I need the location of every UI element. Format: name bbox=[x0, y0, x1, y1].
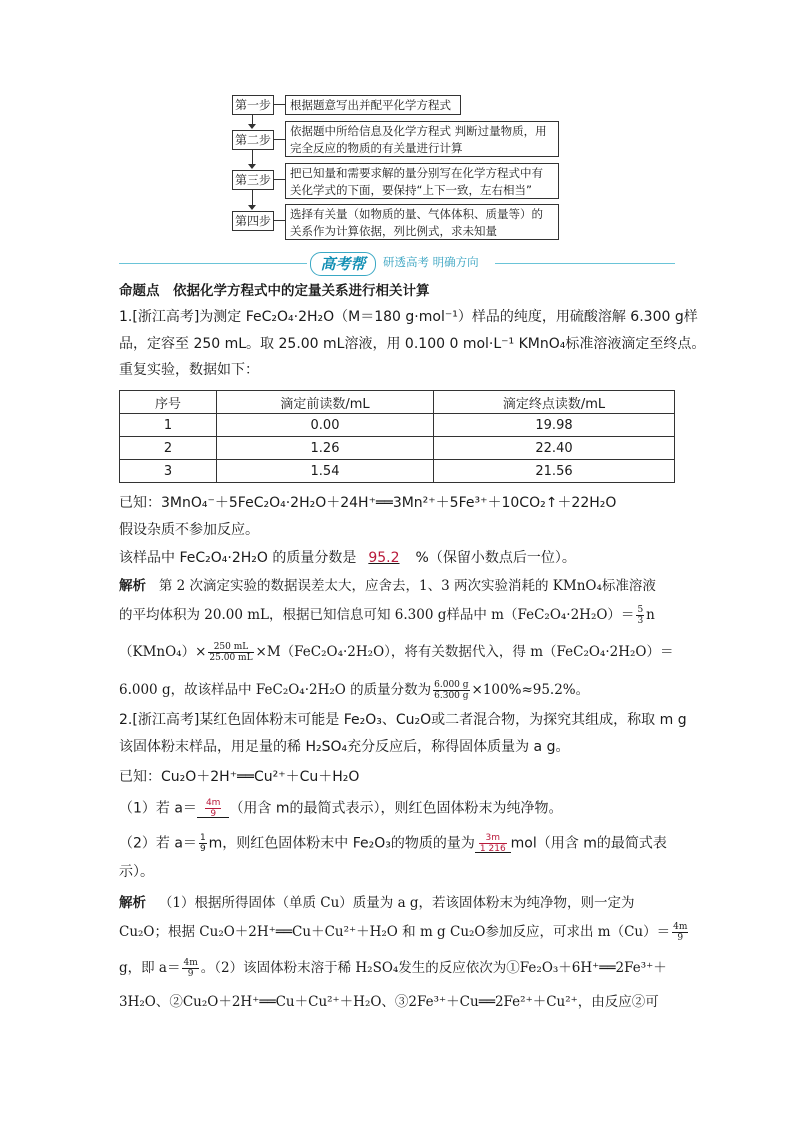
step-2-text: 依据题中所给信息及化学方程式 判断过量物质，用完全反应的物质的有关量进行计算 bbox=[285, 121, 559, 157]
q1-analysis-line-4 bbox=[119, 680, 589, 701]
analysis-text: 的平均体积为 20.00 mL，根据已知信息可知 6.300 g样品中 m（FeC₂O₄·2H₂O）＝ bbox=[119, 607, 635, 623]
table-cell: 3 bbox=[120, 460, 217, 483]
fraction-denominator: 3 bbox=[637, 616, 644, 626]
fraction-numerator: 4m bbox=[205, 798, 221, 808]
table-row bbox=[120, 414, 675, 437]
fraction bbox=[672, 922, 688, 943]
analysis-text: 。（2）该固体粉末溶于稀 H₂SO₄发生的反应依次为①Fe₂O₃＋6H⁺══2Fe³⁺＋ bbox=[200, 960, 667, 976]
q2-part-2 bbox=[119, 833, 667, 854]
q1-known-equation: 已知：3MnO₄⁻＋5FeC₂O₄·2H₂O＋24H⁺══3Mn²⁺＋5Fe³⁺＋10CO₂↑＋22H₂O bbox=[119, 495, 617, 511]
step-1-label: 第一步 bbox=[232, 95, 274, 115]
analysis-text: n bbox=[646, 607, 655, 623]
q2-part-2-text: （2）若 a＝ bbox=[119, 835, 197, 852]
step-1-text: 根据题意写出并配平化学方程式 bbox=[285, 95, 461, 115]
q1-analysis-line-3 bbox=[119, 642, 673, 663]
analysis-text: ×100%≈95.2%。 bbox=[471, 682, 590, 698]
q2-part-1-text: （1）若 a＝ bbox=[119, 800, 197, 817]
analysis-label: 解析 bbox=[119, 578, 146, 594]
fraction bbox=[208, 642, 253, 663]
table-cell: 21.56 bbox=[434, 460, 675, 483]
fraction bbox=[433, 680, 469, 701]
step-3-text: 把已知量和需要求解的量分别写在化学方程式中有关化学式的下面，要保持“上下一致，左右相当” bbox=[285, 163, 559, 199]
q2-part-1-suffix: （用含 m的最简式表示），则红色固体粉末为纯净物。 bbox=[229, 800, 563, 817]
arrow-down-icon bbox=[248, 124, 256, 129]
fraction-denominator: 9 bbox=[187, 969, 194, 979]
connector bbox=[273, 220, 285, 221]
step-4-text: 选择有关量（如物质的量、气体体积、质量等）的关系作为计算依据，列比例式，求未知量 bbox=[285, 204, 559, 240]
fraction-numerator: 4m bbox=[673, 922, 688, 932]
table-header: 序号 bbox=[120, 391, 217, 414]
fraction-numerator: 6.000 g bbox=[434, 680, 469, 690]
q2-analysis-line-4: 3H₂O、②Cu₂O＋2H⁺══Cu＋Cu²⁺＋H₂O、③2Fe³⁺＋Cu══2Fe²⁺＋Cu²⁺，由反应②可 bbox=[119, 994, 659, 1010]
q1-analysis-line-1 bbox=[119, 576, 656, 596]
fraction-denominator: 1 216 bbox=[479, 844, 506, 854]
fraction-denominator: 9 bbox=[210, 809, 217, 819]
fraction bbox=[199, 833, 207, 854]
analysis-label: 解析 bbox=[119, 895, 146, 911]
fraction-denominator: 9 bbox=[677, 933, 684, 943]
table-header-row bbox=[120, 391, 675, 414]
q2-part-1-answer bbox=[197, 798, 230, 819]
table-header: 滴定前读数/mL bbox=[217, 391, 434, 414]
step-4-label: 第四步 bbox=[232, 211, 274, 231]
fraction bbox=[182, 958, 198, 979]
arrow-down-icon bbox=[248, 164, 256, 169]
analysis-text: ×M（FeC₂O₄·2H₂O），将有关数据代入，得 m（FeC₂O₄·2H₂O）＝ bbox=[255, 644, 674, 660]
table-row bbox=[120, 460, 675, 483]
fraction-denominator: 9 bbox=[199, 844, 206, 854]
q1-question bbox=[119, 548, 576, 568]
table-cell: 19.98 bbox=[434, 414, 675, 437]
q1-line-2: 品，定容至 250 mL。取 25.00 mL溶液，用 0.100 0 mol·L⁻¹ KMnO₄标准溶液滴定至终点。 bbox=[119, 336, 706, 352]
banner-line-left bbox=[119, 263, 307, 264]
q1-line-3: 重复实验，数据如下： bbox=[119, 362, 259, 378]
arrow-down-icon bbox=[248, 205, 256, 210]
table-header: 滴定终点读数/mL bbox=[434, 391, 675, 414]
q2-part-2-answer bbox=[475, 833, 511, 854]
q2-line-2: 该固体粉末样品，用足量的稀 H₂SO₄充分反应后，称得固体质量为 a g。 bbox=[119, 739, 570, 755]
analysis-text: Cu₂O；根据 Cu₂O＋2H⁺══Cu＋Cu²⁺＋H₂O 和 m g Cu₂O参加反应，可求出 m（Cu）＝ bbox=[119, 924, 671, 940]
step-2-label: 第二步 bbox=[232, 130, 274, 150]
analysis-text: 第 2 次滴定实验的数据误差太大，应舍去，1、3 两次实验消耗的 KMnO₄标准溶液 bbox=[158, 578, 656, 594]
banner-title: 高考帮 bbox=[310, 252, 376, 276]
q2-analysis-line-2 bbox=[119, 922, 690, 943]
q1-question-suffix: %（保留小数点后一位）。 bbox=[415, 550, 576, 566]
q2-analysis-line-3 bbox=[119, 958, 667, 979]
fraction-numerator: 3m bbox=[479, 833, 507, 844]
fraction-numerator: 1 bbox=[199, 833, 206, 843]
step-3-label: 第三步 bbox=[232, 170, 274, 190]
table-cell: 1.26 bbox=[217, 437, 434, 460]
q1-question-text: 该样品中 FeC₂O₄·2H₂O 的质量分数是 bbox=[119, 550, 357, 566]
titration-table bbox=[119, 390, 675, 483]
table-cell: 1 bbox=[120, 414, 217, 437]
q1-assumption: 假设杂质不参加反应。 bbox=[119, 522, 259, 538]
connector bbox=[273, 104, 285, 105]
fraction bbox=[636, 605, 644, 626]
q1-line-1: 1.[浙江高考]为测定 FeC₂O₄·2H₂O（M＝180 g·mol⁻¹）样品的纯度，用硫酸溶解 6.300 g样 bbox=[119, 309, 698, 325]
analysis-text: 6.000 g，故该样品中 FeC₂O₄·2H₂O 的质量分数为 bbox=[119, 682, 432, 698]
q1-answer: 95.2 bbox=[368, 550, 400, 566]
table-row bbox=[120, 437, 675, 460]
q2-part-2-line-2: 示）。 bbox=[119, 864, 154, 880]
q2-known-equation: 已知：Cu₂O＋2H⁺══Cu²⁺＋Cu＋H₂O bbox=[119, 769, 360, 785]
banner-subtitle: 研透高考 明确方向 bbox=[383, 255, 479, 269]
section-title: 命题点 依据化学方程式中的定量关系进行相关计算 bbox=[119, 283, 430, 299]
fraction-denominator: 25.00 mL bbox=[209, 653, 253, 663]
analysis-text: （1）根据所得固体（单质 Cu）质量为 a g，若该固体粉末为纯净物，则一定为 bbox=[158, 895, 635, 911]
connector bbox=[273, 139, 285, 140]
table-cell: 1.54 bbox=[217, 460, 434, 483]
q2-part-2-suffix: mol（用含 m的最简式表 bbox=[510, 835, 667, 852]
table-cell: 0.00 bbox=[217, 414, 434, 437]
fraction-numerator: 4m bbox=[183, 958, 198, 968]
table-cell: 22.40 bbox=[434, 437, 675, 460]
table-cell: 2 bbox=[120, 437, 217, 460]
fraction-numerator: 250 mL bbox=[208, 642, 253, 653]
fraction-numerator: 5 bbox=[637, 605, 644, 615]
analysis-text: g，即 a＝ bbox=[119, 960, 181, 976]
banner-line-right bbox=[495, 263, 675, 264]
q2-part-2-text: m，则红色固体粉末中 Fe₂O₃的物质的量为 bbox=[208, 835, 475, 852]
fraction-denominator: 6.300 g bbox=[434, 691, 469, 701]
connector bbox=[273, 179, 285, 180]
q2-part-1 bbox=[119, 798, 563, 819]
q1-analysis-line-2 bbox=[119, 605, 655, 626]
q2-analysis-line-1 bbox=[119, 893, 635, 913]
q2-line-1: 2.[浙江高考]某红色固体粉末可能是 Fe₂O₃、Cu₂O或二者混合物，为探究其组成，称取 m g bbox=[119, 712, 687, 728]
analysis-text: （KMnO₄）× bbox=[119, 644, 207, 660]
